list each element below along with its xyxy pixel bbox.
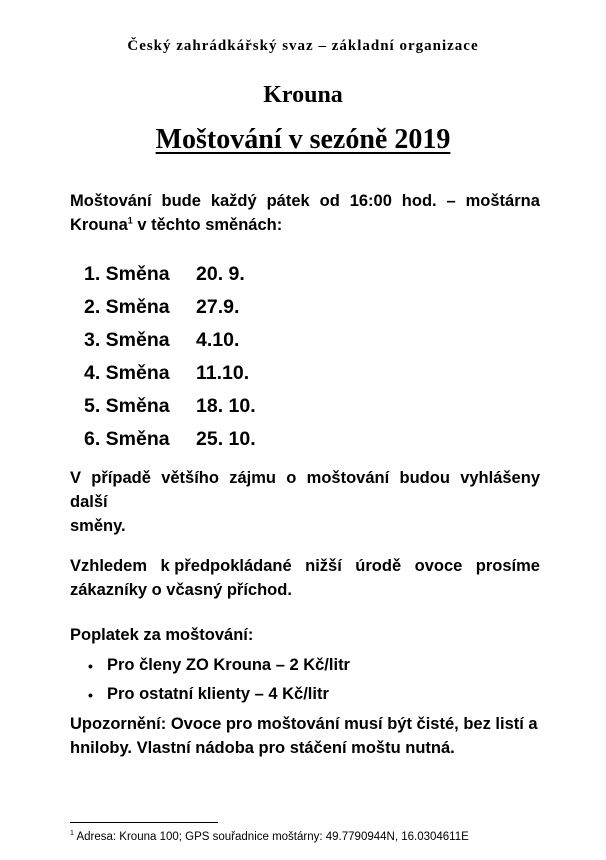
shift-date: 25. 10. xyxy=(196,428,256,450)
warning-paragraph xyxy=(70,712,540,760)
footnote xyxy=(70,831,469,843)
more-shifts-paragraph xyxy=(70,466,540,538)
crop-word: nižší xyxy=(305,557,342,575)
more-shifts-line-1: V případě většího zájmu o moštování budou vyhlášeny další xyxy=(70,469,540,511)
shift-list xyxy=(84,258,256,456)
intro-line-2 xyxy=(70,213,540,237)
page-title-text: Moštování v sezóně 2019 xyxy=(155,124,451,155)
shift-item xyxy=(84,258,256,291)
shift-label: 3. Směna xyxy=(84,329,170,351)
shift-date: 4.10. xyxy=(196,329,240,351)
bullet-icon: • xyxy=(88,686,93,703)
intro-word: bude xyxy=(161,192,201,210)
more-shifts-line-2: směny. xyxy=(70,517,126,535)
crop-word: ovoce xyxy=(414,557,463,575)
shift-item xyxy=(84,324,256,357)
crop-word: úrodě xyxy=(355,557,402,575)
crop-word: prosíme xyxy=(475,557,540,575)
shift-item xyxy=(84,423,256,456)
intro-line-1 xyxy=(70,189,540,213)
organization-name: Český zahrádkářský svaz – základní organizace xyxy=(127,38,479,54)
footnote-mark: 1 xyxy=(70,830,74,838)
intro-word: každý xyxy=(210,192,257,210)
shift-date: 27.9. xyxy=(196,296,240,318)
intro-word: moštárna xyxy=(465,192,540,210)
crop-notice-paragraph xyxy=(70,554,540,602)
intro-word: Moštování xyxy=(70,192,152,210)
shift-label: 6. Směna xyxy=(84,428,170,450)
intro-word: pátek xyxy=(266,192,310,210)
shift-item xyxy=(84,357,256,390)
intro-word: 16:00 xyxy=(349,192,392,210)
page-title xyxy=(0,124,606,156)
shift-date: 11.10. xyxy=(196,362,250,384)
footnote-reference: 1 xyxy=(127,215,133,226)
shift-date: 18. 10. xyxy=(196,395,256,417)
fee-item xyxy=(88,680,350,709)
fee-item xyxy=(88,651,350,680)
intro-word: od xyxy=(319,192,340,210)
crop-notice-line-2: zákazníky o včasný příchod. xyxy=(70,581,292,599)
intro-line-2-rest: v těchto směnách: xyxy=(132,216,283,234)
intro-word: hod. xyxy=(401,192,437,210)
shift-item xyxy=(84,390,256,423)
fee-heading: Poplatek za moštování: xyxy=(70,626,254,644)
footnote-text: Adresa: Krouna 100; GPS souřadnice moštárny: 49.7790944N, 16.0304611E xyxy=(73,831,469,843)
intro-town: Krouna xyxy=(70,216,128,234)
shift-label: 1. Směna xyxy=(84,263,170,285)
crop-word: k předpokládané xyxy=(160,557,292,575)
fee-item-text: Pro členy ZO Krouna – 2 Kč/litr xyxy=(107,656,350,674)
fee-list xyxy=(88,651,350,709)
fee-item-text: Pro ostatní klienty – 4 Kč/litr xyxy=(107,685,329,703)
shift-item xyxy=(84,291,256,324)
shift-label: 4. Směna xyxy=(84,362,170,384)
footnote-separator xyxy=(70,822,218,823)
shift-label: 5. Směna xyxy=(84,395,170,417)
warning-line-2: hniloby. Vlastní nádoba pro stáčení moštu nutná. xyxy=(70,739,455,757)
warning-line-1: Upozornění: Ovoce pro moštování musí být čisté, bez listí a xyxy=(70,715,538,733)
intro-word: – xyxy=(446,192,456,210)
crop-word: Vzhledem xyxy=(70,557,148,575)
bullet-icon: • xyxy=(88,657,93,674)
crop-notice-line-1 xyxy=(70,554,540,578)
town-name: Krouna xyxy=(263,82,343,108)
shift-label: 2. Směna xyxy=(84,296,170,318)
shift-date: 20. 9. xyxy=(196,263,245,285)
intro-paragraph xyxy=(70,189,540,237)
